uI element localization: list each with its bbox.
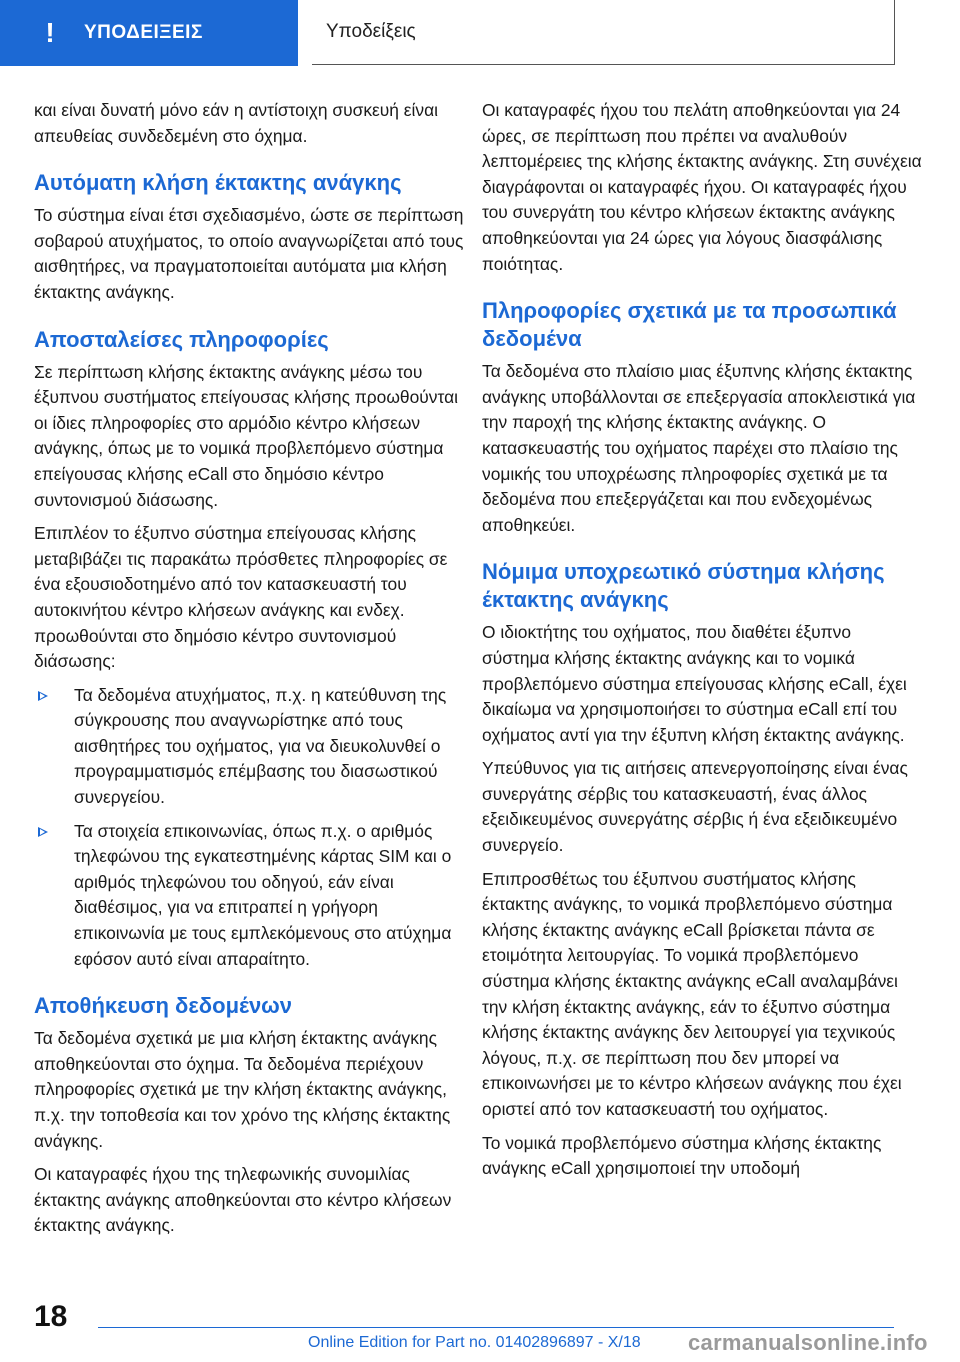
list-item-text: Τα δεδομένα ατυχήματος, π.χ. η κατεύθυνση της σύγκρουσης που αναγνωρίστηκε από τους αισθητήρες του οχήματος, για να διευκολυνθεί ο προγραμματισμός επέμβασης του διασωστικού συνεργείου. (74, 684, 447, 808)
bullet-list (34, 683, 464, 973)
paragraph: και είναι δυνατή μόνο εάν η αντίστοιχη συσκευή είναι απευθείας συνδεδεμένη στο όχημα. (34, 100, 439, 146)
watermark-logo: carmanualsonline.info (688, 1330, 928, 1355)
page-number: 18 (34, 1300, 68, 1333)
paragraph: Το νομικά προβλεπόμενο σύστημα κλήσης έκτακτης ανάγκης eCall χρησιμοποιεί την υποδομή (482, 1132, 882, 1179)
footer-divider (98, 1327, 894, 1328)
chapter-title-box (312, 0, 895, 65)
section-heading: Αποθήκευση δεδομένων (34, 993, 293, 1019)
paragraph: Ο ιδιοκτήτης του οχήματος, που διαθέτει έξυπνο σύστημα κλήσης έκτακτης ανάγκης και το νομικά προβλεπόμενο σύστημα επείγουσας κλήσης eCall, έχει δικαίωμα να χρησιμοποιήσει το σύστημα eCall επί του οχήματος αντί για την έξυπνη κλήση έκτακτης ανάγκης. (482, 622, 907, 745)
paragraph: Τα δεδομένα σχετικά με μια κλήση έκτακτης ανάγκης αποθηκεύονται στο όχημα. Τα δεδομένα περιέχουν πληροφορίες σχετικά με την κλήση έκτακτης ανάγκης, π.χ. την τοποθεσία και τον χρόνο της κλήσης έκτακτης ανάγκης. (34, 1028, 451, 1151)
paragraph: Επιπλέον το έξυπνο σύστημα επείγουσας κλήσης μεταβιβάζει τις παρακάτω πρόσθετες πληροφορίες σε ένα εξουσιοδοτημένο από τον κατασκευαστή του αυτοκινήτου κέντρο κλήσεων ανάγκης και ενδεχ. προωθούνται στο δημόσιο κέντρο συντονισμού διάσωσης: (34, 523, 448, 672)
section-heading: Νόμιμα υποχρεωτικό σύστημα κλήσης έκτακτης ανάγκης (482, 559, 885, 613)
paragraph: Επιπροσθέτως του έξυπνου συστήματος κλήσης έκτακτης ανάγκης, το νομικά προβλεπόμενο σύστημα κλήσης έκτακτης ανάγκης eCall βρίσκεται πάντα σε ετοιμότητα λειτουργίας. Το νομικά προβλεπόμενο σύστημα κλήσης έκτακτης ανάγκης eCall αναλαμβάνει την κλήση έκτακτης ανάγκης, εάν το έξυπνο σύστημα κλήσης έκτακτης ανάγκης δεν λειτουργεί για τεχνικούς λόγους, π.χ. σε περίπτωση που δεν μπορεί να επικοινωνήσει με το κέντρο κλήσεων ανάγκης που έχει οριστεί από τον κατασκευαστή του οχήματος. (482, 868, 902, 1119)
paragraph: Υπεύθυνος για τις αιτήσεις απενεργοποίησης είναι ένας συνεργάτης σέρβις του κατασκευαστή, ένας άλλος εξειδικευμένος συνεργάτης σέρβις ή ένα εξειδικευμένο συνεργείο. (482, 758, 908, 856)
paragraph: Οι καταγραφές ήχου του πελάτη αποθηκεύονται για 24 ώρες, σε περίπτωση που πρέπει να αναλυθούν λεπτομέρειες της κλήσης έκτακτης ανάγκης. Στη συνέχεια διαγράφονται οι καταγραφές ήχου. Οι καταγραφές ήχου του συνεργάτη του κέντρο κλήσεων έκτακτης ανάγκης αποθηκεύονται για 24 ώρες για λόγους διασφάλισης ποιότητας. (482, 100, 922, 274)
section-heading: Αυτόματη κλήση έκτακτης ανάγκης (34, 170, 402, 196)
right-column (482, 98, 922, 1190)
list-item (34, 683, 464, 811)
page-header (0, 0, 960, 66)
section-heading: Πληροφορίες σχετικά με τα προσωπικά δεδομένα (482, 298, 897, 352)
section-tab-label: ΥΠΟΔΕΙΞΕΙΣ (84, 22, 203, 43)
paragraph: Οι καταγραφές ήχου της τηλεφωνικής συνομιλίας έκτακτης ανάγκης αποθηκεύονται στο κέντρο κλήσεων έκτακτης ανάγκης. (34, 1164, 452, 1236)
list-item (34, 819, 464, 973)
edition-footer: Online Edition for Part no. 01402896897 - X/18 (308, 1334, 641, 1351)
left-column (34, 98, 464, 1247)
paragraph: Σε περίπτωση κλήσης έκτακτης ανάγκης μέσω του έξυπνου συστήματος επείγουσας κλήσης προωθούνται οι ίδιες πληροφορίες στο αρμόδιο κέντρο κλήσεων ανάγκης, όπως με το νομικά προβλεπόμενο σύστημα επείγουσας κλήσης eCall στο δημόσιο κέντρο συντονισμού διάσωσης. (34, 361, 459, 510)
list-item-text: Τα στοιχεία επικοινωνίας, όπως π.χ. ο αριθμός τηλεφώνου της εγκατεστημένης κάρτας SIM και ο αριθμός τηλεφώνου του οδηγού, εάν είναι διαθέσιμος, για να επιτραπεί η γρήγορη επικοινωνία με τους εμπλεκόμενους στο ατύχημα εφόσον αυτό είναι απαραίτητο. (74, 820, 452, 969)
triangle-bullet-icon (38, 827, 48, 837)
chapter-title: Υποδείξεις (326, 21, 416, 42)
paragraph: Το σύστημα είναι έτσι σχεδιασμένο, ώστε σε περίπτωση σοβαρού ατυχήματος, το οποίο αναγνωρίζεται από τους αισθητήρες, να πραγματοποιείται αυτόματα μια κλήση έκτακτης ανάγκης. (34, 205, 464, 302)
exclamation-icon: ! (45, 17, 55, 48)
triangle-bullet-icon (38, 691, 48, 701)
paragraph: Τα δεδομένα στο πλαίσιο μιας έξυπνης κλήσης έκτακτης ανάγκης υποβάλλονται σε επεξεργασία αποκλειστικά για την παροχή της κλήσης έκτακτης ανάγκης. Ο κατασκευαστής του οχήματος παρέχει στο πλαίσιο της νομικής του υποχρέωσης πληροφορίες σχετικά με τα δεδομένα που επεξεργάζεται και που ενδεχομένως αποθηκεύει. (482, 361, 916, 535)
section-heading: Αποσταλείσες πληροφορίες (34, 326, 329, 352)
section-tab (0, 0, 298, 66)
